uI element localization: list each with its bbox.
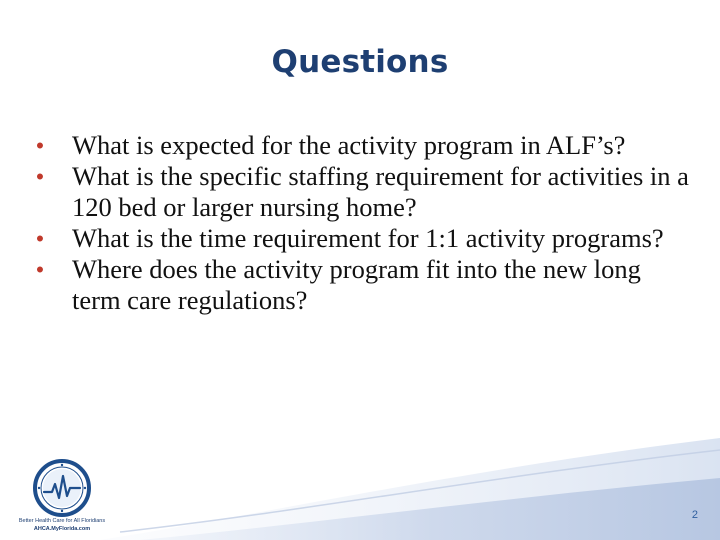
bullet-icon: • <box>36 226 44 251</box>
bullet-icon: • <box>36 257 44 282</box>
list-item <box>30 254 690 316</box>
bullet-icon: • <box>36 164 44 189</box>
bullet-text: Where does the activity program fit into the new long term care regulations? <box>72 254 641 315</box>
bullet-icon: • <box>36 133 44 158</box>
slide-title: Questions <box>271 44 449 80</box>
bullet-text: What is expected for the activity program in ALF’s? <box>72 130 626 160</box>
ahca-logo <box>6 458 118 538</box>
list-item <box>30 130 690 161</box>
list-item <box>30 161 690 223</box>
question-list <box>30 130 690 316</box>
seal-icon <box>6 458 118 518</box>
bullet-text: What is the time requirement for 1:1 activity programs? <box>72 223 664 253</box>
list-item <box>30 223 690 254</box>
logo-subtitle: AHCA.MyFlorida.com <box>33 526 91 532</box>
bullet-text: What is the specific staffing requirement for activities in a 120 bed or larger nursing home? <box>72 161 689 222</box>
logo-tagline: Better Health Care for All Floridians <box>18 518 106 524</box>
page-number: 2 <box>691 509 698 521</box>
